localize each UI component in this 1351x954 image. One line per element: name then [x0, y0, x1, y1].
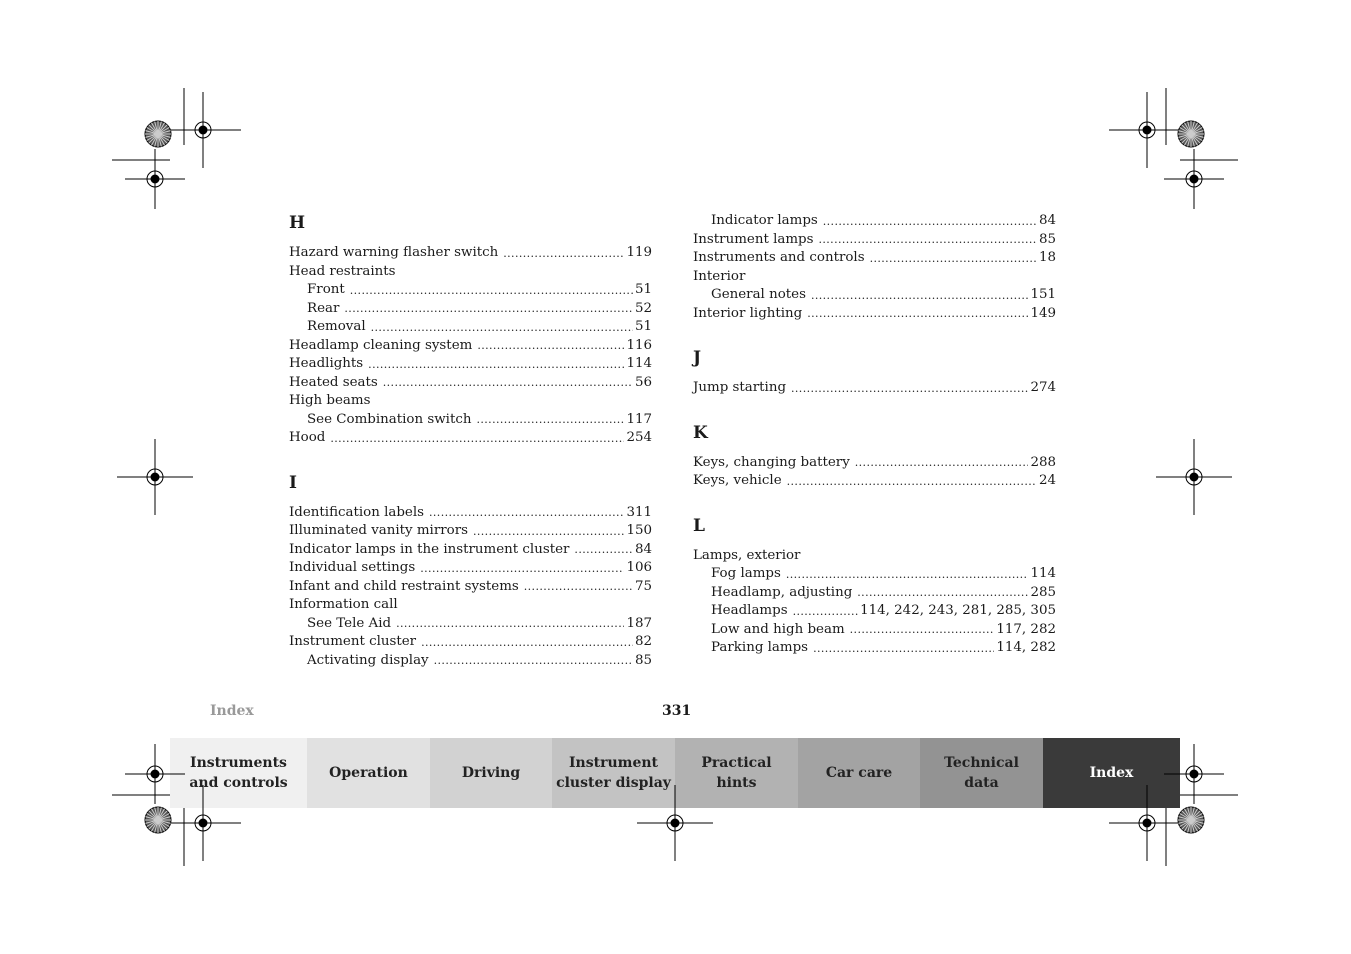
entry-page-ref: 274	[1030, 380, 1056, 395]
tab-label-line: data	[964, 775, 999, 791]
dot-leader	[855, 454, 1029, 473]
entry-page-ref: 119	[626, 245, 652, 260]
index-subentry	[289, 615, 652, 634]
entry-term: Indicator lamps in the instrument cluster	[289, 541, 570, 557]
index-letter-heading: I	[289, 472, 297, 493]
dot-leader	[383, 374, 633, 393]
index-entry	[289, 522, 652, 541]
entry-term: Keys, vehicle	[693, 473, 782, 488]
entry-page-ref: 151	[1030, 287, 1056, 302]
dot-leader	[473, 522, 624, 541]
footer-section-title: Index	[210, 703, 254, 719]
dot-leader	[330, 429, 624, 448]
index-subentry	[693, 584, 1056, 603]
tab-label-line: Practical hints	[701, 755, 772, 791]
index-entry	[693, 379, 1056, 398]
index-group-heading: Lamps, exterior	[693, 547, 801, 563]
entry-term: See Combination switch	[307, 411, 472, 427]
entry-term: Interior lighting	[693, 305, 803, 321]
entry-page-ref: 18	[1038, 250, 1056, 265]
dot-leader	[811, 286, 1028, 305]
entry-page-ref: 85	[634, 652, 652, 668]
index-entry	[289, 374, 652, 393]
dot-leader	[574, 541, 633, 560]
entry-term: Headlamp cleaning system	[289, 337, 473, 353]
index-group-heading: Interior	[693, 268, 746, 284]
tab-label	[189, 753, 287, 793]
entry-page-ref: 311	[626, 504, 652, 520]
tab-label-line: Driving	[461, 765, 521, 781]
index-entry	[289, 244, 652, 263]
dot-leader	[850, 621, 995, 640]
tab-practical-hints[interactable]	[675, 738, 798, 808]
dot-leader	[791, 379, 1028, 398]
index-letter-heading: K	[693, 422, 708, 443]
entry-page-ref: 51	[634, 319, 652, 334]
index-letter-heading: H	[289, 213, 306, 233]
index-group-heading: Information call	[289, 597, 398, 612]
tab-label-line: Operation	[329, 765, 408, 781]
entry-term: Low and high beam	[711, 621, 845, 637]
index-subentry	[289, 300, 652, 319]
entry-term: General notes	[711, 287, 806, 302]
index-subentry	[693, 565, 1056, 584]
index-entry	[289, 355, 652, 374]
entry-page-ref: 285	[1030, 584, 1056, 600]
entry-term: Instrument lamps	[693, 231, 814, 247]
entry-page-ref: 84	[1038, 213, 1056, 228]
entry-page-ref: 75	[634, 578, 652, 594]
entry-term: Jump starting	[693, 380, 787, 395]
tab-driving[interactable]	[430, 738, 552, 808]
index-entry	[693, 305, 1056, 324]
index-subentry	[289, 281, 652, 300]
dot-leader	[870, 249, 1037, 268]
entry-term: Removal	[307, 319, 366, 334]
dot-leader	[857, 584, 1028, 603]
index-subentry	[693, 639, 1056, 658]
entry-page-ref: 149	[1030, 305, 1056, 321]
entry-term: Hood	[289, 430, 326, 445]
tab-label	[1090, 763, 1134, 783]
entry-term: Keys, changing battery	[693, 454, 850, 470]
entry-term: Infant and child restraint systems	[289, 578, 519, 594]
index-subentry	[289, 411, 652, 430]
entry-term: Indicator lamps	[711, 213, 818, 228]
dot-leader	[350, 281, 633, 300]
entry-term: Instruments and controls	[693, 250, 865, 265]
dot-leader	[368, 355, 624, 374]
dot-leader	[524, 578, 633, 597]
index-entry	[289, 633, 652, 652]
dot-leader	[818, 231, 1036, 250]
index-subentry	[289, 318, 652, 337]
index-subentry	[693, 621, 1056, 640]
tab-instruments[interactable]	[170, 738, 307, 808]
index-entry	[289, 541, 652, 560]
entry-page-ref: 56	[634, 374, 652, 390]
entry-term: Individual settings	[289, 560, 416, 575]
entry-page-ref: 288	[1030, 454, 1056, 470]
index-entry	[693, 454, 1056, 473]
index-letter-heading: J	[693, 348, 702, 368]
index-letter-heading: L	[693, 515, 705, 536]
entry-page-ref: 150	[626, 523, 652, 538]
dot-leader	[429, 504, 624, 523]
tab-label-line: Instruments	[190, 755, 287, 771]
entry-term: Headlights	[289, 356, 364, 371]
dot-leader	[344, 300, 633, 319]
entry-term: Parking lamps	[711, 640, 809, 655]
index-entry	[289, 337, 652, 356]
tab-index[interactable]	[1043, 738, 1180, 808]
tab-label-line: cluster display	[556, 775, 671, 791]
dot-leader	[807, 305, 1028, 324]
dot-leader	[477, 337, 624, 356]
entry-term: Fog lamps	[711, 566, 781, 581]
entry-term: Rear	[307, 300, 340, 316]
tab-operation[interactable]	[307, 738, 430, 808]
entry-term: Instrument cluster	[289, 634, 417, 649]
index-column-right	[693, 212, 1056, 658]
entry-term: Activating display	[307, 652, 429, 668]
index-subentry	[289, 652, 652, 671]
entry-term: See Tele Aid	[307, 615, 392, 631]
entry-page-ref: 106	[626, 560, 652, 575]
index-entry	[693, 231, 1056, 250]
entry-page-ref: 51	[634, 282, 652, 297]
entry-page-ref: 114	[626, 356, 652, 371]
index-group-heading: Head restraints	[289, 263, 396, 279]
entry-page-ref: 82	[634, 634, 652, 649]
tab-label-line: and controls	[189, 775, 288, 791]
tab-label-line: Instrument	[569, 755, 658, 771]
page-number: 331	[662, 703, 692, 719]
dot-leader	[420, 559, 624, 578]
entry-term: Headlamps	[711, 603, 788, 618]
entry-term: Identification labels	[289, 504, 425, 520]
tab-label	[944, 753, 1019, 793]
entry-term: Hazard warning flasher switch	[289, 245, 499, 260]
dot-leader	[823, 212, 1037, 231]
tab-label	[329, 763, 408, 783]
entry-term: Headlamp, adjusting	[711, 584, 853, 600]
section-tab-bar	[170, 738, 1180, 808]
dot-leader	[503, 244, 624, 263]
index-subentry	[693, 602, 1056, 621]
entry-page-ref: 114, 282	[996, 640, 1056, 655]
dot-leader	[813, 639, 994, 658]
entry-term: Front	[307, 282, 345, 297]
index-subentry	[693, 286, 1056, 305]
index-subentry	[693, 212, 1056, 231]
tab-label-line: Index	[1089, 765, 1134, 781]
tab-label-line: Car care	[825, 765, 893, 781]
entry-page-ref: 84	[634, 541, 652, 557]
entry-page-ref: 52	[634, 300, 652, 316]
index-entry	[693, 249, 1056, 268]
entry-page-ref: 114, 242, 243, 281, 285, 305	[860, 603, 1056, 618]
dot-leader	[421, 633, 633, 652]
entry-page-ref: 85	[1038, 231, 1056, 247]
entry-page-ref: 116	[626, 337, 652, 353]
tab-cluster-display[interactable]	[552, 738, 675, 808]
tab-label	[826, 763, 892, 783]
entry-page-ref: 114	[1030, 566, 1056, 581]
tab-technical-data[interactable]	[920, 738, 1043, 808]
dot-leader	[371, 318, 633, 337]
dot-leader	[786, 565, 1029, 584]
index-group-heading: High beams	[289, 393, 371, 408]
entry-page-ref: 117, 282	[996, 621, 1056, 637]
dot-leader	[476, 411, 624, 430]
dot-leader	[396, 615, 624, 634]
entry-page-ref: 254	[626, 430, 652, 445]
dot-leader	[434, 652, 633, 671]
tab-car-care[interactable]	[798, 738, 920, 808]
dot-leader	[793, 602, 859, 621]
tab-label	[462, 763, 520, 783]
tab-label-line: Technical	[944, 755, 1019, 771]
entry-page-ref: 117	[626, 411, 652, 427]
index-entry	[289, 504, 652, 523]
index-column-left	[289, 212, 652, 670]
entry-term: Illuminated vanity mirrors	[289, 523, 468, 538]
index-entry	[289, 559, 652, 578]
index-entry	[693, 472, 1056, 491]
entry-page-ref: 24	[1038, 473, 1056, 488]
entry-term: Heated seats	[289, 374, 378, 390]
dot-leader	[787, 472, 1037, 491]
tab-label	[679, 753, 794, 793]
entry-page-ref: 187	[626, 615, 652, 631]
index-entry	[289, 578, 652, 597]
index-entry	[289, 429, 652, 448]
tab-label	[556, 753, 671, 793]
